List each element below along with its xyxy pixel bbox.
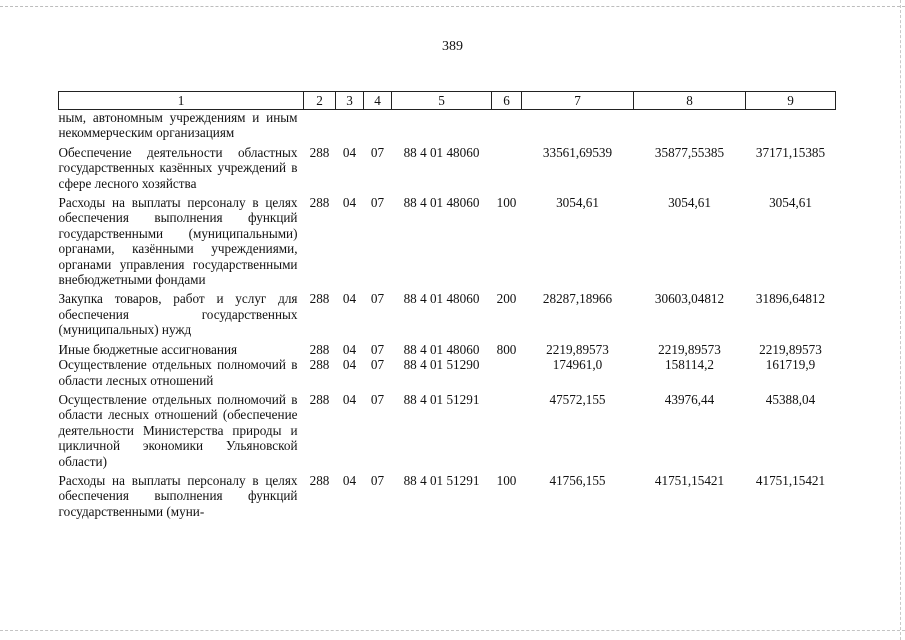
cell-col2: 288 [309, 144, 330, 160]
cell-col9: 2219,89573 [759, 341, 822, 357]
cell-col2: 288 [309, 341, 330, 357]
cell-col8 [634, 110, 746, 141]
column-header: 9 [746, 92, 836, 110]
cell-col3: 04 [342, 341, 357, 357]
cell-col4: 07 [370, 357, 385, 373]
cell-col4: 07 [370, 291, 385, 307]
column-header: 2 [304, 92, 336, 110]
cell-col8: 35877,55385 [654, 144, 725, 160]
row-description: Расходы на выплаты персоналу в целях обеспечения выполнения функций государственными (муни- [58, 472, 298, 519]
row-description: ным, автономным учреждениям и иным некоммерческим организациям [58, 110, 298, 141]
cell-col5 [392, 110, 492, 141]
cell-col9 [746, 110, 836, 141]
cell-col5: 88 4 01 51291 [403, 391, 480, 407]
cell-col6 [492, 110, 522, 141]
cell-col3 [336, 110, 364, 141]
cell-col9: 31896,64812 [755, 291, 826, 307]
cell-col2: 288 [309, 195, 330, 211]
cell-col2: 288 [309, 472, 330, 488]
cell-col8: 158114,2 [665, 357, 714, 373]
cell-col4: 07 [370, 472, 385, 488]
column-header: 3 [336, 92, 364, 110]
cell-col6: 100 [496, 472, 517, 488]
page-number: 389 [442, 39, 463, 54]
cell-col9: 3054,61 [769, 195, 812, 211]
table-row [59, 287, 836, 337]
cell-col2: 288 [309, 391, 330, 407]
cell-col5: 88 4 01 51290 [403, 357, 480, 373]
cell-col8: 2219,89573 [658, 341, 721, 357]
cell-col4: 07 [370, 391, 385, 407]
cell-col7: 174961,0 [552, 357, 603, 373]
column-header: 6 [492, 92, 522, 110]
cell-col7: 47572,155 [549, 391, 606, 407]
cell-col6 [492, 141, 522, 191]
cell-col8: 30603,04812 [654, 291, 725, 307]
row-description: Иные бюджетные ассигнования [58, 341, 238, 357]
cell-col7: 3054,61 [556, 195, 599, 211]
table-row [59, 338, 836, 357]
table-row [59, 357, 836, 388]
column-header: 8 [634, 92, 746, 110]
cell-col9: 37171,15385 [755, 144, 826, 160]
cell-col7 [522, 110, 634, 141]
column-header: 7 [522, 92, 634, 110]
cell-col3: 04 [342, 144, 357, 160]
row-description: Расходы на выплаты персоналу в целях обеспечения выполнения функций государственными (муниципальными) органами, казёнными учреждениями, органами управления государственными внебюджетными фондами [58, 195, 298, 288]
column-header: 1 [59, 92, 304, 110]
cell-col5: 88 4 01 48060 [403, 144, 480, 160]
cell-col6: 200 [496, 291, 517, 307]
table-row [59, 110, 836, 141]
column-header: 5 [392, 92, 492, 110]
cell-col6 [492, 388, 522, 469]
cell-col7: 41756,155 [549, 472, 606, 488]
cell-col7: 33561,69539 [542, 144, 613, 160]
cell-col9: 41751,15421 [755, 472, 826, 488]
cell-col9: 161719,9 [765, 357, 816, 373]
scan-edge-bottom [0, 630, 905, 631]
cell-col3: 04 [342, 357, 357, 373]
cell-col2 [304, 110, 336, 141]
table-header-row [59, 92, 836, 110]
cell-col8: 43976,44 [664, 391, 715, 407]
cell-col4: 07 [370, 195, 385, 211]
cell-col6: 100 [496, 195, 517, 211]
cell-col2: 288 [309, 291, 330, 307]
cell-col7: 2219,89573 [546, 341, 609, 357]
row-description: Осуществление отдельных полномочий в области лесных отношений (обеспечение деятельности Министерства природы и цикличной экономики Ульяновской области) [58, 391, 298, 469]
cell-col4: 07 [370, 341, 385, 357]
cell-col4 [364, 110, 392, 141]
column-header: 4 [364, 92, 392, 110]
cell-col5: 88 4 01 48060 [403, 291, 480, 307]
cell-col7: 28287,18966 [542, 291, 613, 307]
cell-col8: 3054,61 [668, 195, 711, 211]
table-row [59, 191, 836, 287]
table-row [59, 141, 836, 191]
cell-col5: 88 4 01 51291 [403, 472, 480, 488]
cell-col3: 04 [342, 195, 357, 211]
cell-col3: 04 [342, 472, 357, 488]
table-row [59, 469, 836, 519]
cell-col6 [492, 357, 522, 388]
cell-col3: 04 [342, 391, 357, 407]
cell-col2: 288 [309, 357, 330, 373]
cell-col8: 41751,15421 [654, 472, 725, 488]
scan-edge-right [900, 0, 901, 640]
cell-col5: 88 4 01 48060 [403, 195, 480, 211]
scan-edge-top [0, 6, 905, 7]
table-row [59, 388, 836, 469]
cell-col9: 45388,04 [765, 391, 816, 407]
budget-table [58, 91, 836, 519]
row-description: Осуществление отдельных полномочий в области лесных отношений [58, 357, 298, 388]
cell-col5: 88 4 01 48060 [403, 341, 480, 357]
row-description: Закупка товаров, работ и услуг для обеспечения государственных (муниципальных) нужд [58, 291, 298, 338]
cell-col6: 800 [496, 341, 517, 357]
cell-col3: 04 [342, 291, 357, 307]
row-description: Обеспечение деятельности областных государственных казённых учреждений в сфере лесного хозяйства [58, 144, 298, 191]
cell-col4: 07 [370, 144, 385, 160]
